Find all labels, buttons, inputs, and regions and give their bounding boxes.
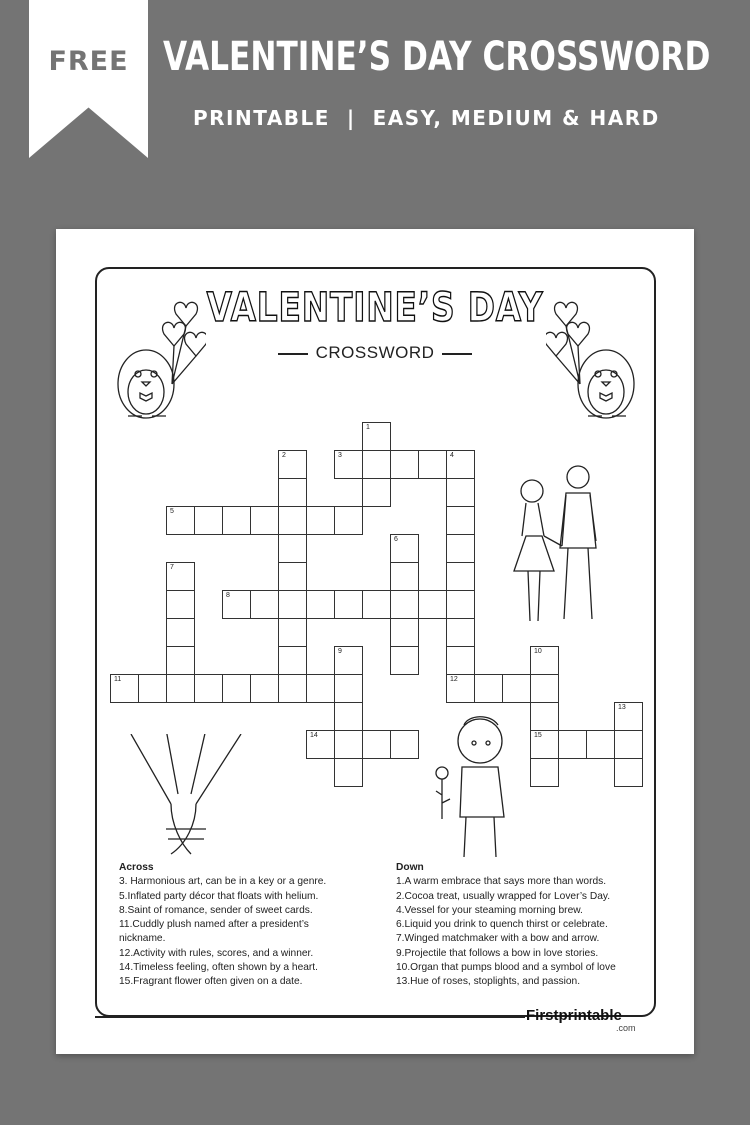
- crossword-cell[interactable]: [474, 674, 503, 703]
- across-heading: Across: [119, 862, 154, 873]
- crossword-cell[interactable]: [278, 506, 307, 535]
- brand-logo: Firstprintable: [526, 1007, 622, 1024]
- crossword-cell[interactable]: [530, 646, 559, 675]
- crossword-cell[interactable]: [362, 730, 391, 759]
- crossword-cell[interactable]: [138, 674, 167, 703]
- crossword-cell[interactable]: [446, 534, 475, 563]
- crossword-cell[interactable]: [418, 590, 447, 619]
- clue-number: 3: [338, 452, 342, 459]
- crossword-cell[interactable]: [446, 646, 475, 675]
- crossword-cell[interactable]: [362, 450, 391, 479]
- crossword-cell[interactable]: [306, 506, 335, 535]
- penguin-right-icon: [546, 274, 646, 424]
- crossword-cell[interactable]: [390, 450, 419, 479]
- down-clue: 13.Hue of roses, stoplights, and passion.: [396, 976, 581, 988]
- crossword-cell[interactable]: [334, 702, 363, 731]
- down-clue: 7.Winged matchmaker with a bow and arrow.: [396, 933, 600, 945]
- crossword-cell[interactable]: [278, 674, 307, 703]
- crossword-cell[interactable]: [530, 674, 559, 703]
- crossword-cell[interactable]: [166, 646, 195, 675]
- crossword-cell[interactable]: [334, 450, 363, 479]
- crossword-cell[interactable]: [502, 674, 531, 703]
- clue-number: 9: [338, 648, 342, 655]
- clue-number: 2: [282, 452, 286, 459]
- across-clue: 11.Cuddly plush named after a president’s nickname.: [119, 919, 309, 945]
- worksheet: [56, 229, 694, 1054]
- crossword-cell[interactable]: [446, 590, 475, 619]
- crossword-cell[interactable]: [250, 590, 279, 619]
- banner-title: VALENTINE’S DAY CROSSWORD: [163, 34, 711, 80]
- across-clue: 14.Timeless feeling, often shown by a heart.: [119, 962, 318, 974]
- boy-with-rose-illustration: [428, 711, 518, 861]
- crossword-cell[interactable]: [166, 590, 195, 619]
- down-heading: Down: [396, 862, 424, 873]
- banner-subtitle: PRINTABLE | EASY, MEDIUM & HARD: [193, 106, 660, 130]
- clue-number: 4: [450, 452, 454, 459]
- clue-number: 7: [170, 564, 174, 571]
- crossword-cell[interactable]: [614, 758, 643, 787]
- crossword-cell[interactable]: [278, 562, 307, 591]
- down-clue: 6.Liquid you drink to quench thirst or celebrate.: [396, 919, 608, 931]
- penguin-left-icon: [106, 274, 206, 424]
- across-clues: [119, 861, 349, 990]
- crossword-cell[interactable]: [334, 506, 363, 535]
- crossword-cell[interactable]: [166, 562, 195, 591]
- across-clue: 5.Inflated party décor that floats with helium.: [119, 890, 319, 902]
- brand-domain: .com: [616, 1023, 636, 1033]
- crossword-cell[interactable]: [446, 506, 475, 535]
- crossword-cell[interactable]: [278, 534, 307, 563]
- down-clue: 4.Vessel for your steaming morning brew.: [396, 904, 583, 916]
- down-clue: 9.Projectile that follows a bow in love stories.: [396, 947, 599, 959]
- subtitle-text: CROSSWORD: [315, 343, 435, 362]
- crossword-cell[interactable]: [306, 590, 335, 619]
- couple-illustration: [504, 461, 614, 631]
- crossword-cell[interactable]: [362, 478, 391, 507]
- crossword-cell[interactable]: [390, 646, 419, 675]
- crossword-cell[interactable]: [362, 590, 391, 619]
- crossword-cell[interactable]: [446, 450, 475, 479]
- across-clue: 3. Harmonious art, can be in a key or a genre.: [119, 876, 327, 888]
- clue-number: 1: [366, 424, 370, 431]
- across-clue: 8.Saint of romance, sender of sweet cards.: [119, 904, 313, 916]
- crossword-cell[interactable]: [334, 758, 363, 787]
- crossword-cell[interactable]: [530, 758, 559, 787]
- crossword-cell[interactable]: [390, 730, 419, 759]
- crossword-cell[interactable]: [278, 590, 307, 619]
- crossword-cell[interactable]: [334, 730, 363, 759]
- crossword-cell[interactable]: [222, 590, 251, 619]
- crossword-cell[interactable]: [250, 674, 279, 703]
- holding-hands-illustration: [126, 734, 246, 859]
- crossword-cell[interactable]: [586, 730, 615, 759]
- crossword-cell[interactable]: [390, 534, 419, 563]
- clue-number: 13: [618, 704, 626, 711]
- crossword-cell[interactable]: [390, 590, 419, 619]
- clue-number: 6: [394, 536, 398, 543]
- crossword-cell[interactable]: [390, 618, 419, 647]
- crossword-cell[interactable]: [278, 450, 307, 479]
- free-ribbon: [29, 0, 148, 158]
- crossword-cell[interactable]: [390, 562, 419, 591]
- clue-number: 10: [534, 648, 542, 655]
- crossword-cell[interactable]: [334, 674, 363, 703]
- free-badge: FREE: [48, 46, 129, 77]
- clue-number: 8: [226, 592, 230, 599]
- crossword-cell[interactable]: [222, 674, 251, 703]
- crossword-cell[interactable]: [446, 562, 475, 591]
- down-clue: 2.Cocoa treat, usually wrapped for Lover’s Day.: [396, 890, 611, 902]
- across-clue: 15.Fragrant flower often given on a date.: [119, 976, 303, 988]
- crossword-cell[interactable]: [530, 702, 559, 731]
- worksheet-title: VALENTINE’S DAY: [206, 285, 544, 331]
- crossword-cell[interactable]: [278, 478, 307, 507]
- crossword-cell[interactable]: [194, 506, 223, 535]
- crossword-cell[interactable]: [446, 478, 475, 507]
- crossword-cell[interactable]: [306, 674, 335, 703]
- clue-number: 11: [114, 676, 122, 683]
- clue-number: 15: [534, 732, 542, 739]
- crossword-cell[interactable]: [334, 646, 363, 675]
- crossword-cell[interactable]: [446, 674, 475, 703]
- crossword-cell[interactable]: [166, 674, 195, 703]
- crossword-cell[interactable]: [250, 506, 279, 535]
- crossword-cell[interactable]: [614, 702, 643, 731]
- down-clue: 10.Organ that pumps blood and a symbol of love: [396, 962, 616, 974]
- crossword-cell[interactable]: [278, 646, 307, 675]
- crossword-cell[interactable]: [558, 730, 587, 759]
- crossword-cell[interactable]: [194, 674, 223, 703]
- clue-number: 5: [170, 508, 174, 515]
- crossword-cell[interactable]: [306, 730, 335, 759]
- crossword-cell[interactable]: [362, 422, 391, 451]
- crossword-cell[interactable]: [222, 506, 251, 535]
- clue-number: 14: [310, 732, 318, 739]
- crossword-cell[interactable]: [166, 618, 195, 647]
- footer-line: [95, 1016, 525, 1018]
- clue-number: 12: [450, 676, 458, 683]
- crossword-cell[interactable]: [530, 730, 559, 759]
- down-clue: 1.A warm embrace that says more than words.: [396, 876, 607, 888]
- down-clues: [396, 861, 636, 990]
- crossword-cell[interactable]: [418, 450, 447, 479]
- crossword-cell[interactable]: [334, 590, 363, 619]
- crossword-cell[interactable]: [110, 674, 139, 703]
- crossword-cell[interactable]: [446, 618, 475, 647]
- across-clue: 12.Activity with rules, scores, and a winner.: [119, 947, 314, 959]
- crossword-cell[interactable]: [166, 506, 195, 535]
- crossword-cell[interactable]: [614, 730, 643, 759]
- crossword-cell[interactable]: [278, 618, 307, 647]
